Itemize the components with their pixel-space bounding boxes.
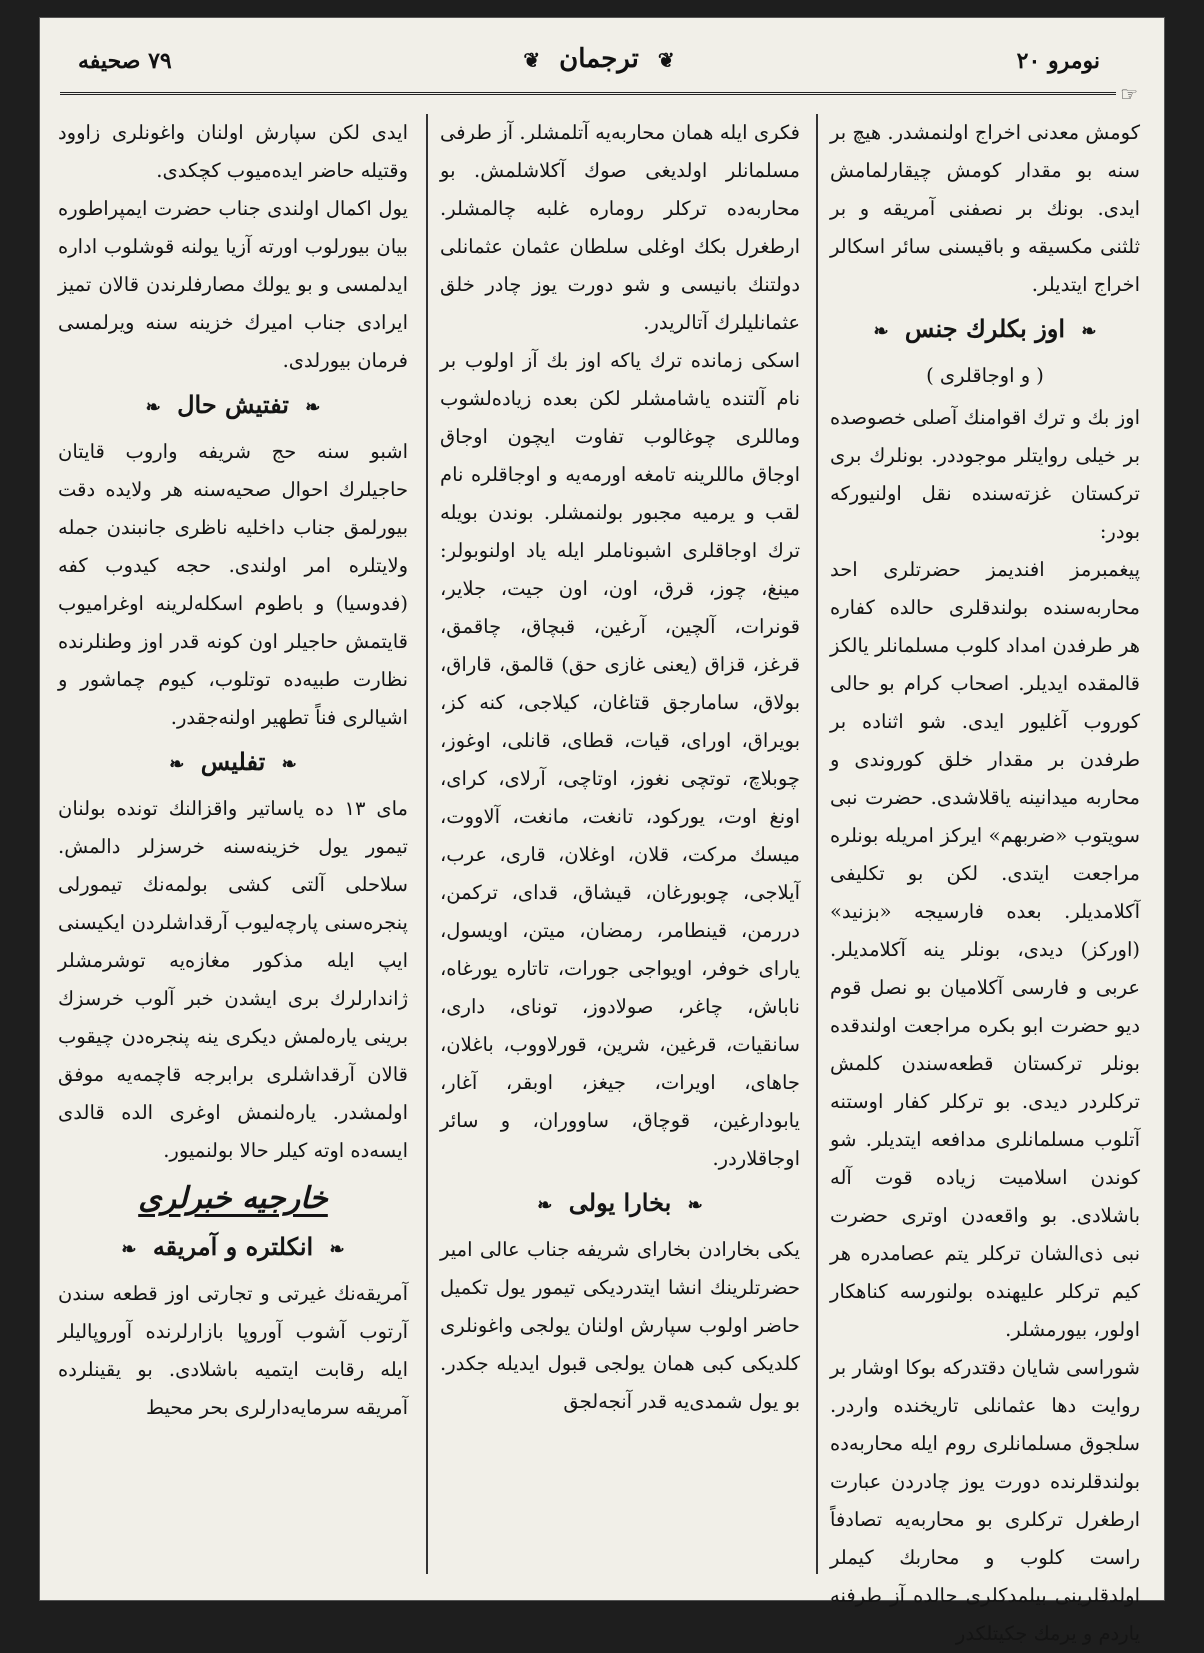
ornament-icon: ❧ [121, 1239, 137, 1260]
ornament-icon: ❧ [145, 397, 161, 418]
article-paragraph: اوز بك و ترك اقوامنك آصلی خصوصده بر خیلی روایتلر موجوددر. بونلرك بری ترکستان غزته‌سنده نقل اولنیورکه بودر: [830, 406, 1140, 543]
masthead-rule [60, 92, 1116, 95]
column-divider [426, 114, 428, 1574]
ornament-icon: ❧ [687, 1195, 703, 1216]
ornament-icon: ❦ [657, 48, 675, 72]
masthead [60, 26, 1138, 106]
section-heading [58, 743, 408, 784]
article-paragraph: پیغمبرمز افندیمز حضرتلری احد محاربه‌سنده بولندقلری حالده کفاره هر طرفدن امداد کلوب مسلمانلر یالکز قالمقده ایدیلر. اصحاب کرام بو حالی کوروب آغلیور ایدی. شو اثناده بر طرفدن بر مقدار خلق کوروندی و محاربه میدانینه یاقلاشدی. حضرت نبی سویتوب «ضربهم» ایرکز امریله بونلره مراجعت ایتدی. لکن بو تکلیفی آکلامدیلر. بعده فارسیجه «بزنید» (اورکز) دیدی، بونلر ینه آکلامدیلر. عربی و فارسی آکلامیان بو نصل قوم دیو حضرت ابو بکره مراجعت اولندقده بونلر ترکستان قطعه‌سندن کلمش ترکلردر دیدی. بو ترکلر کفار اوستنه آتلوب مسلمانلری مدافعه ایتدیلر. شو کوندن اسلامیت زیاده قوت آله باشلادی. بو واقعه‌دن اوتری حضرت نبی ذی‌الشان ترکلر یتم عصامدره هر کیم ترکلر علیهنده بولنورسه کناهکار اولور، بیورمشلر. [830, 558, 1140, 1341]
newspaper-page [40, 18, 1164, 1645]
article-paragraph: آمریقه‌نك غیرتی و تجارتی اوز قطعه سندن آرتوب آشوب آوروپا بازارلرنده آوروپالیلر ایله رقابت ایتمیه باشلادی. بو یقینلرده آمریقه سرمایه‌دارلری بحر محیط [58, 1282, 408, 1419]
section-heading [58, 1228, 408, 1269]
ornament-icon: ❧ [537, 1195, 553, 1216]
heading-text: تفتیش حال [177, 390, 289, 419]
article-paragraph: یول اکمال اولندی جناب حضرت ایمپراطوره بیان بیورلوب اورته آزیا یولنه قوشلوب اداره ایدلمسی و بو یولك مصارفلرندن قالان تمیز ایرادی جناب امیرك خزینه سنه ویرلمسی فرمان بیورلدی. [58, 197, 408, 372]
heading-text: انکلتره و آمریقه [152, 1232, 314, 1261]
article-paragraph: ایدی لکن سپارش اولنان واغونلری زاوود وقتیله حاضر ایده‌میوب کچکدی. [58, 121, 408, 182]
column-center [440, 114, 800, 1584]
ornament-icon: ❧ [281, 754, 297, 775]
article-paragraph: مای ١٣ ده یاساتیر واقزالنك تونده بولنان تیمور یول خزینه‌سنه خرسزلر دالمش. سلاحلی آلتی کشی بولمه‌نك تیمورلی پنجره‌سنی پارچه‌لیوب آرقداشلردن ایکیسنی ایپ ایله مذکور مغازه‌یه توشرمشلر ژاندارلرك بری ایشدن خبر آلوب خرسزك برینی یاره‌لمش دیکری ینه پنجره‌دن چیقوب قالان آرقداشلری برابرجه قاچمه‌یه موفق اولمشدر. یاره‌لنمش اوغری الده قالدی ایسه‌ده اوته کیلر حالا بولنمیور. [58, 797, 408, 1162]
column-left [58, 114, 408, 1584]
section-heading [830, 310, 1140, 351]
heading-text: بخارا یولی [568, 1188, 672, 1217]
article-paragraph: اشبو سنه حج شریفه واروب قایتان حاجیلرك احوال صحیه‌سنه هر ولایده دقت بیورلمق جناب داخلیه ناظری جانبندن جمله ولایتلره امر اولندی. حجه کیدوب کفه (فدوسیا) و باطوم اسکله‌لرینه اوغرامیوب قایتمش حاجیلر اون کونه قدر اوز وطنلرنده نظارت طبیه‌ده توتلوب، کیوم چماشور و اشیالری فناً تطهیر اولنه‌جقدر. [58, 440, 408, 729]
newspaper-title-block [60, 44, 1138, 74]
section-heading [58, 386, 408, 427]
article-paragraph: فکری ایله همان محاربه‌یه آتلمشلر. آز طرفی مسلمانلر اولدیغی صوك آکلاشلمش. بو محاربه‌ده ترکلر رومارە غلبه چالمشلر. ارطغرل بکك اوغلی سلطان عثمان عثمانلی دولتنك بانیسی و شو دورت یوز چادر خلق عثمانلیلرك آتالریدر. [440, 121, 800, 334]
ornament-icon: ❧ [1081, 321, 1097, 342]
article-paragraph: یکی بخارادن بخارای شریفه جناب عالی امیر حضرتلرینك انشا ایتدردیکی تیمور یول تکمیل حاضر اولوب سپارش اولنان یولجی واغونلری کلدیکی کبی همان یولجی قبول ایدیله جکدر. بو یول شمدی‌یه قدر آنجه‌لجق [440, 1238, 800, 1413]
heading-text: تفلیس [200, 747, 266, 776]
newspaper-title: ترجمان [559, 44, 639, 74]
page-number: ٧٩ صحیفه [78, 48, 172, 74]
article-paragraph: شوراسی شایان دقتدرکه بوکا اوشار بر روایت دها عثمانلی تاریخنده واردر. سلجوق مسلمانلری روم ایله محاربه‌ده بولندقلرنده دورت یوز چادردن عبارت ارطغرل ترکلری بو محاربه‌یه تصادفاً راست کلوب و محاربك کیملر اولدقلرینی بیلمدکلری حالده آز طرفنه یاردم و یرمك جکیتلکدر [830, 1356, 1140, 1645]
article-paragraph: اسکی زمانده ترك یاکه اوز بك آز اولوب بر نام آلتنده یاشامشلر لکن بعده زیاده‌لشوب وماللری چوغالوب تفاوت ایچون اوجاق اوجاق ماللرینه تامغه اورمه‌یه و اوجاقلره نام لقب و یرمیه مجبور بولنمشلر. بوندن بویله ترك اوجاقلری اشبوناملر ایله یاد اولنوبولر: مینغ، چوز، قرق، اون، اون جیت، جلایر، قونرات، آلچین، آرغین، قبچاق، چاقمق، قرغز، قزاق (یعنی غازی حق) قالمق، قاراق، بولاق، سامارجق قتاغان، کیلاجی، کنه کز، بویراق، اورای، قیات، قطای، قانلی، اوغوز، چوبلاچ، توتچی نغوز، اوتاچی، آرلای، کرای، اونغ اوت، یورکود، تانغت، مانغت، آلاووت، میسك مرکت، قلان، اوغلان، قاری، عرب، آیلاجی، چوبورغان، قیشاق، قدای، ترکمن، دررمن، قینطامر، رمضان، میتن، اویسول، یارای خوفر، اویواجی جورات، تاتاره یورغاه، ناباش، چاغر، صولادوز، تونای، داری، سانقیات، قرغین، شرین، قورلاووب، باغلان، جاهای، اویرات، جیغز، اوبقر، آغار، یابودارغین، قوچاق، ساووران، و سائر اوجاقلاردر. [440, 349, 800, 1170]
column-divider [816, 114, 818, 1574]
ornament-icon: ❦ [523, 48, 541, 72]
ornament-icon: ❧ [169, 754, 185, 775]
column-right [830, 114, 1140, 1645]
section-subheading: ( و اوجاقلری ) [926, 364, 1044, 387]
ornament-icon: ❧ [329, 1239, 345, 1260]
ornament-icon: ❧ [305, 397, 321, 418]
issue-number: نومرو ٢٠ [1016, 48, 1100, 74]
pointing-hand-icon: ☞ [1120, 82, 1138, 106]
article-paragraph: کومش معدنی اخراج اولنمشدر. هیچ بر سنه بو مقدار کومش چیقارلمامش ایدی. بونك بر نصفنی آمریقه و بر ثلثنی مکسیقه و باقیسنی سائر اسکالر اخراج ایتدیلر. [830, 121, 1140, 296]
ornament-icon: ❧ [873, 321, 889, 342]
heading-text: اوز بکلرك جنس [904, 314, 1066, 343]
section-heading [440, 1184, 800, 1225]
foreign-news-heading: خارجیه خبرلری [138, 1181, 328, 1216]
